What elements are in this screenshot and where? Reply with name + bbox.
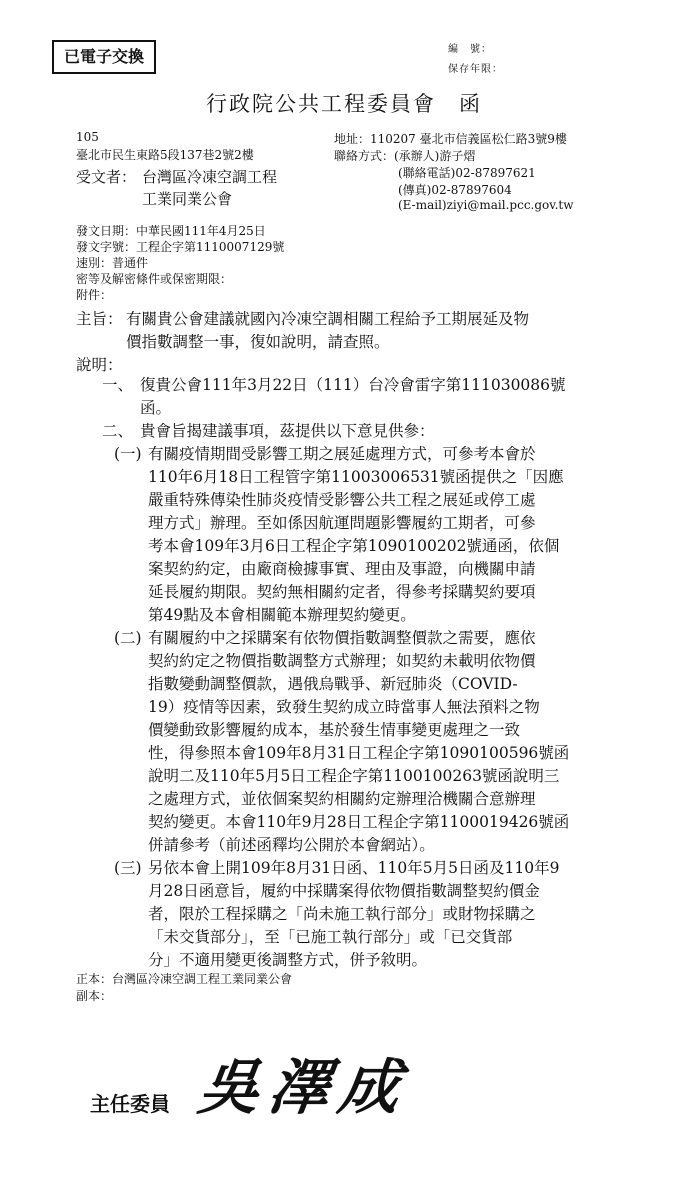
sub-item-2-line: 指數變動調整價款，遇俄烏戰爭、新冠肺炎（COVID- xyxy=(148,675,518,693)
issue-date: 發文日期：中華民國111年4月25日 xyxy=(76,224,266,238)
sub-item-3-text xyxy=(148,857,559,972)
item-2-marker: 二、 xyxy=(102,422,134,440)
retention-period-label: 保存年限： xyxy=(448,64,503,75)
electronic-exchange-stamp: 已電子交換 xyxy=(52,40,156,74)
sub-item-2-line: 契約約定之物價指數調整方式辦理；如契約未載明依物價 xyxy=(148,652,536,670)
document-title: 行政院公共工程委員會 函 xyxy=(206,92,482,116)
sub-item-2-marker: (二) xyxy=(114,629,142,647)
recipient-address: 臺北市民生東路5段137巷2號2樓 xyxy=(76,148,254,162)
sender-address: 地址：110207 臺北市信義區松仁路3號9樓 xyxy=(334,132,567,146)
document-number-label: 編 號： xyxy=(448,44,492,55)
sub-item-2-line: 之處理方式，並依個案契約相關約定辦理洽機關合意辦理 xyxy=(148,790,536,808)
original-recipient: 正本：台灣區冷凍空調工程工業同業公會 xyxy=(76,972,293,986)
subject-line: 價指數調整一事，復如說明，請查照。 xyxy=(126,333,390,351)
contact-email: (E-mail)ziyi@mail.pcc.gov.tw xyxy=(398,198,574,212)
issue-number: 發文字號：工程企字第1110007129號 xyxy=(76,240,285,254)
sub-item-1-line: 理方式」辦理。至如係因航運問題影響履約工期者，可參 xyxy=(148,514,536,532)
recipient-name-line2: 工業同業公會 xyxy=(142,190,233,208)
sub-item-3-line: 另依本會上開109年8月31日函、110年5月5日函及110年9 xyxy=(148,859,560,877)
recipient-label: 受文者： xyxy=(76,168,137,186)
sub-item-1-line: 有關疫情期間受影響工期之展延處理方式，可參考本會於 xyxy=(148,445,536,463)
delivery-speed: 速別：普通件 xyxy=(76,256,149,270)
sub-item-3-line: 者，限於工程採購之「尚未施工執行部分」或財物採購之 xyxy=(148,905,536,923)
item-1-text xyxy=(140,374,566,420)
item-2-text: 貴會旨揭建議事項，茲提供以下意見供參： xyxy=(140,422,435,440)
sub-item-2-line: 有關履約中之採購案有依物價指數調整價款之需要，應依 xyxy=(148,629,536,647)
sub-item-2-text xyxy=(148,627,569,857)
sub-item-2-line: 價變動致影響履約成本，基於發生情事變更處理之一致 xyxy=(148,721,521,739)
sub-item-1-line: 考本會109年3月6日工程企字第1090100202號通函，依個 xyxy=(148,537,560,555)
item-1-line: 函。 xyxy=(140,399,172,417)
sub-item-1-line: 第49點及本會相關範本辦理契約變更。 xyxy=(148,606,416,624)
sub-item-1-line: 110年6月18日工程管字第11003006531號函提供之「因應 xyxy=(148,468,564,486)
sub-item-1-text xyxy=(148,443,564,627)
sub-item-2-line: 併請參考（前述函釋均公開於本會網站）。 xyxy=(148,836,435,854)
sub-item-3-line: 月28日函意旨，履約中採購案得依物價指數調整契約價金 xyxy=(148,882,540,900)
postal-code: 105 xyxy=(76,130,99,144)
sub-item-2-line: 說明二及110年5月5日工程企字第1100100263號函說明三 xyxy=(148,767,560,785)
sub-item-2-line: 性，得參照本會109年8月31日工程企字第1090100596號函 xyxy=(148,744,570,762)
contact-method: 聯絡方式：(承辦人)游子熠 xyxy=(334,149,476,163)
sub-item-1-line: 延長履約期限。契約無相關約定者，得參考採購契約要項 xyxy=(148,583,536,601)
sub-item-2-line: 契約變更。本會110年9月28日工程企字第1100019426號函 xyxy=(148,813,570,831)
contact-fax: (傳真)02-87897604 xyxy=(398,183,512,197)
sub-item-3-line: 分」不適用變更後調整方式，併予敘明。 xyxy=(148,951,428,969)
signatory-title: 主任委員 xyxy=(90,1092,170,1116)
sub-item-3-marker: (三) xyxy=(114,859,142,877)
item-1-marker: 一、 xyxy=(102,376,134,394)
attachment-label: 附件： xyxy=(76,288,113,302)
explanation-label: 說明： xyxy=(76,356,123,374)
copy-recipient: 副本： xyxy=(76,989,113,1003)
security-level: 密等及解密條件或保密期限： xyxy=(76,272,233,286)
subject-text xyxy=(126,308,529,354)
sub-item-2-line: 19）疫情等因素，致發生契約成立時當事人無法預料之物 xyxy=(148,698,540,716)
subject-label: 主旨： xyxy=(76,310,123,328)
handwritten-signature: 吳澤成 xyxy=(194,1053,415,1123)
item-1-line: 復貴公會111年3月22日（111）台冷會雷字第111030086號 xyxy=(140,376,566,394)
sub-item-1-line: 案契約約定，由廠商檢據事實、理由及事證，向機關申請 xyxy=(148,560,536,578)
sub-item-1-line: 嚴重特殊傳染性肺炎疫情受影響公共工程之展延或停工處 xyxy=(148,491,536,509)
sub-item-1-marker: (一) xyxy=(114,445,142,463)
sub-item-3-line: 「未交貨部分」，至「已施工執行部分」或「已交貨部 xyxy=(148,928,513,946)
subject-line: 有關貴公會建議就國內冷凍空調相關工程給予工期展延及物 xyxy=(126,310,530,328)
contact-phone: (聯絡電話)02-87897621 xyxy=(398,166,536,180)
recipient-name-line1: 台灣區冷凍空調工程 xyxy=(142,168,278,186)
